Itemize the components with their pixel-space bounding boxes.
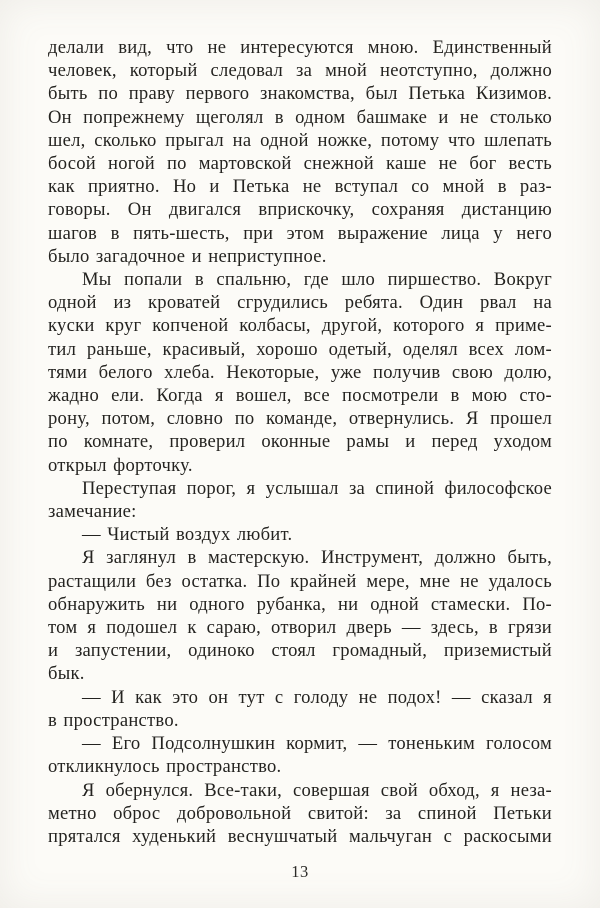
text-line: жадно ели. Когда я вошел, все посмотрели в мою сто- — [48, 385, 552, 407]
text-line: в пространство. — [48, 709, 179, 731]
text-line: человек, который следовал за мной неотступно, должно — [48, 60, 552, 82]
text-line: шел, сколько прыгал на одной ножке, потому что шлепать — [48, 129, 552, 151]
text-line: Я обернулся. Все-таки, совершая свой обход, я неза- — [82, 779, 552, 801]
text-line: — И как это он тут с голоду не подох! — сказал я — [82, 686, 552, 708]
text-line: и запустении, одиноко стоял громадный, приземистый — [48, 640, 552, 662]
paragraph — [48, 732, 552, 778]
text-line: Он попрежнему щеголял в одном башмаке и не столько — [48, 106, 552, 128]
paragraph — [48, 546, 552, 685]
text-line: было загадочное и неприступное. — [48, 245, 327, 267]
text-line: растащили без остатка. По крайней мере, мне не удалось — [48, 570, 552, 592]
paragraph — [48, 686, 552, 732]
text-line: метно оброс добровольной свитой: за спиной Петьки — [48, 802, 552, 824]
text-line: открыл форточку. — [48, 454, 193, 476]
text-line: обнаружить ни одного рубанка, ни одной стамески. По- — [48, 593, 552, 615]
text-line: откликнулось пространство. — [48, 756, 282, 778]
text-line: замечание: — [48, 501, 137, 523]
paragraph — [48, 268, 552, 477]
text-line: по комнате, проверил оконные рамы и перед уходом — [48, 431, 552, 453]
text-line: рону, потом, словно по команде, отвернулись. Я прошел — [48, 408, 552, 430]
paragraph — [48, 36, 552, 268]
page-footer — [0, 862, 600, 882]
page-number: 13 — [291, 862, 309, 881]
text-line: бык. — [48, 663, 85, 685]
text-line: том я подошел к сараю, отворил дверь — здесь, в грязи — [48, 617, 552, 639]
paragraph — [48, 523, 552, 546]
text-line: тил раньше, красивый, хорошо одетый, оделял всех лом- — [48, 338, 552, 360]
text-line: как приятно. Но и Петька не вступал со мной в раз- — [48, 176, 552, 198]
text-line: — Чистый воздух любит. — [82, 524, 293, 546]
text-line: босой ногой по мартовской снежной каше не бог весть — [48, 153, 552, 175]
paragraph — [48, 779, 552, 849]
text-line: быть по праву первого знакомства, был Петька Кизимов. — [48, 83, 552, 105]
paragraph — [48, 477, 552, 523]
text-line: одной из кроватей сгрудились ребята. Один рвал на — [48, 292, 552, 314]
text-line: прятался худенький веснушчатый мальчуган с раскосыми — [48, 825, 552, 847]
text-line: Я заглянул в мастерскую. Инструмент, должно быть, — [82, 547, 552, 569]
page-text — [48, 36, 552, 848]
text-line: шагов в пять-шесть, при этом выражение лица у него — [48, 222, 552, 244]
text-line: говоры. Он двигался вприскочку, сохраняя дистанцию — [48, 199, 552, 221]
text-line: Мы попали в спальню, где шло пиршество. Вокруг — [82, 269, 552, 291]
text-line: — Его Подсолнушкин кормит, — тоненьким голосом — [82, 733, 552, 755]
text-line: Переступая порог, я услышал за спиной философское — [82, 477, 552, 499]
text-line: тями белого хлеба. Некоторые, уже получив свою долю, — [48, 361, 552, 383]
text-line: куски круг копченой колбасы, другой, которого я приме- — [48, 315, 552, 337]
text-line: делали вид, что не интересуются мною. Единственный — [48, 37, 552, 58]
